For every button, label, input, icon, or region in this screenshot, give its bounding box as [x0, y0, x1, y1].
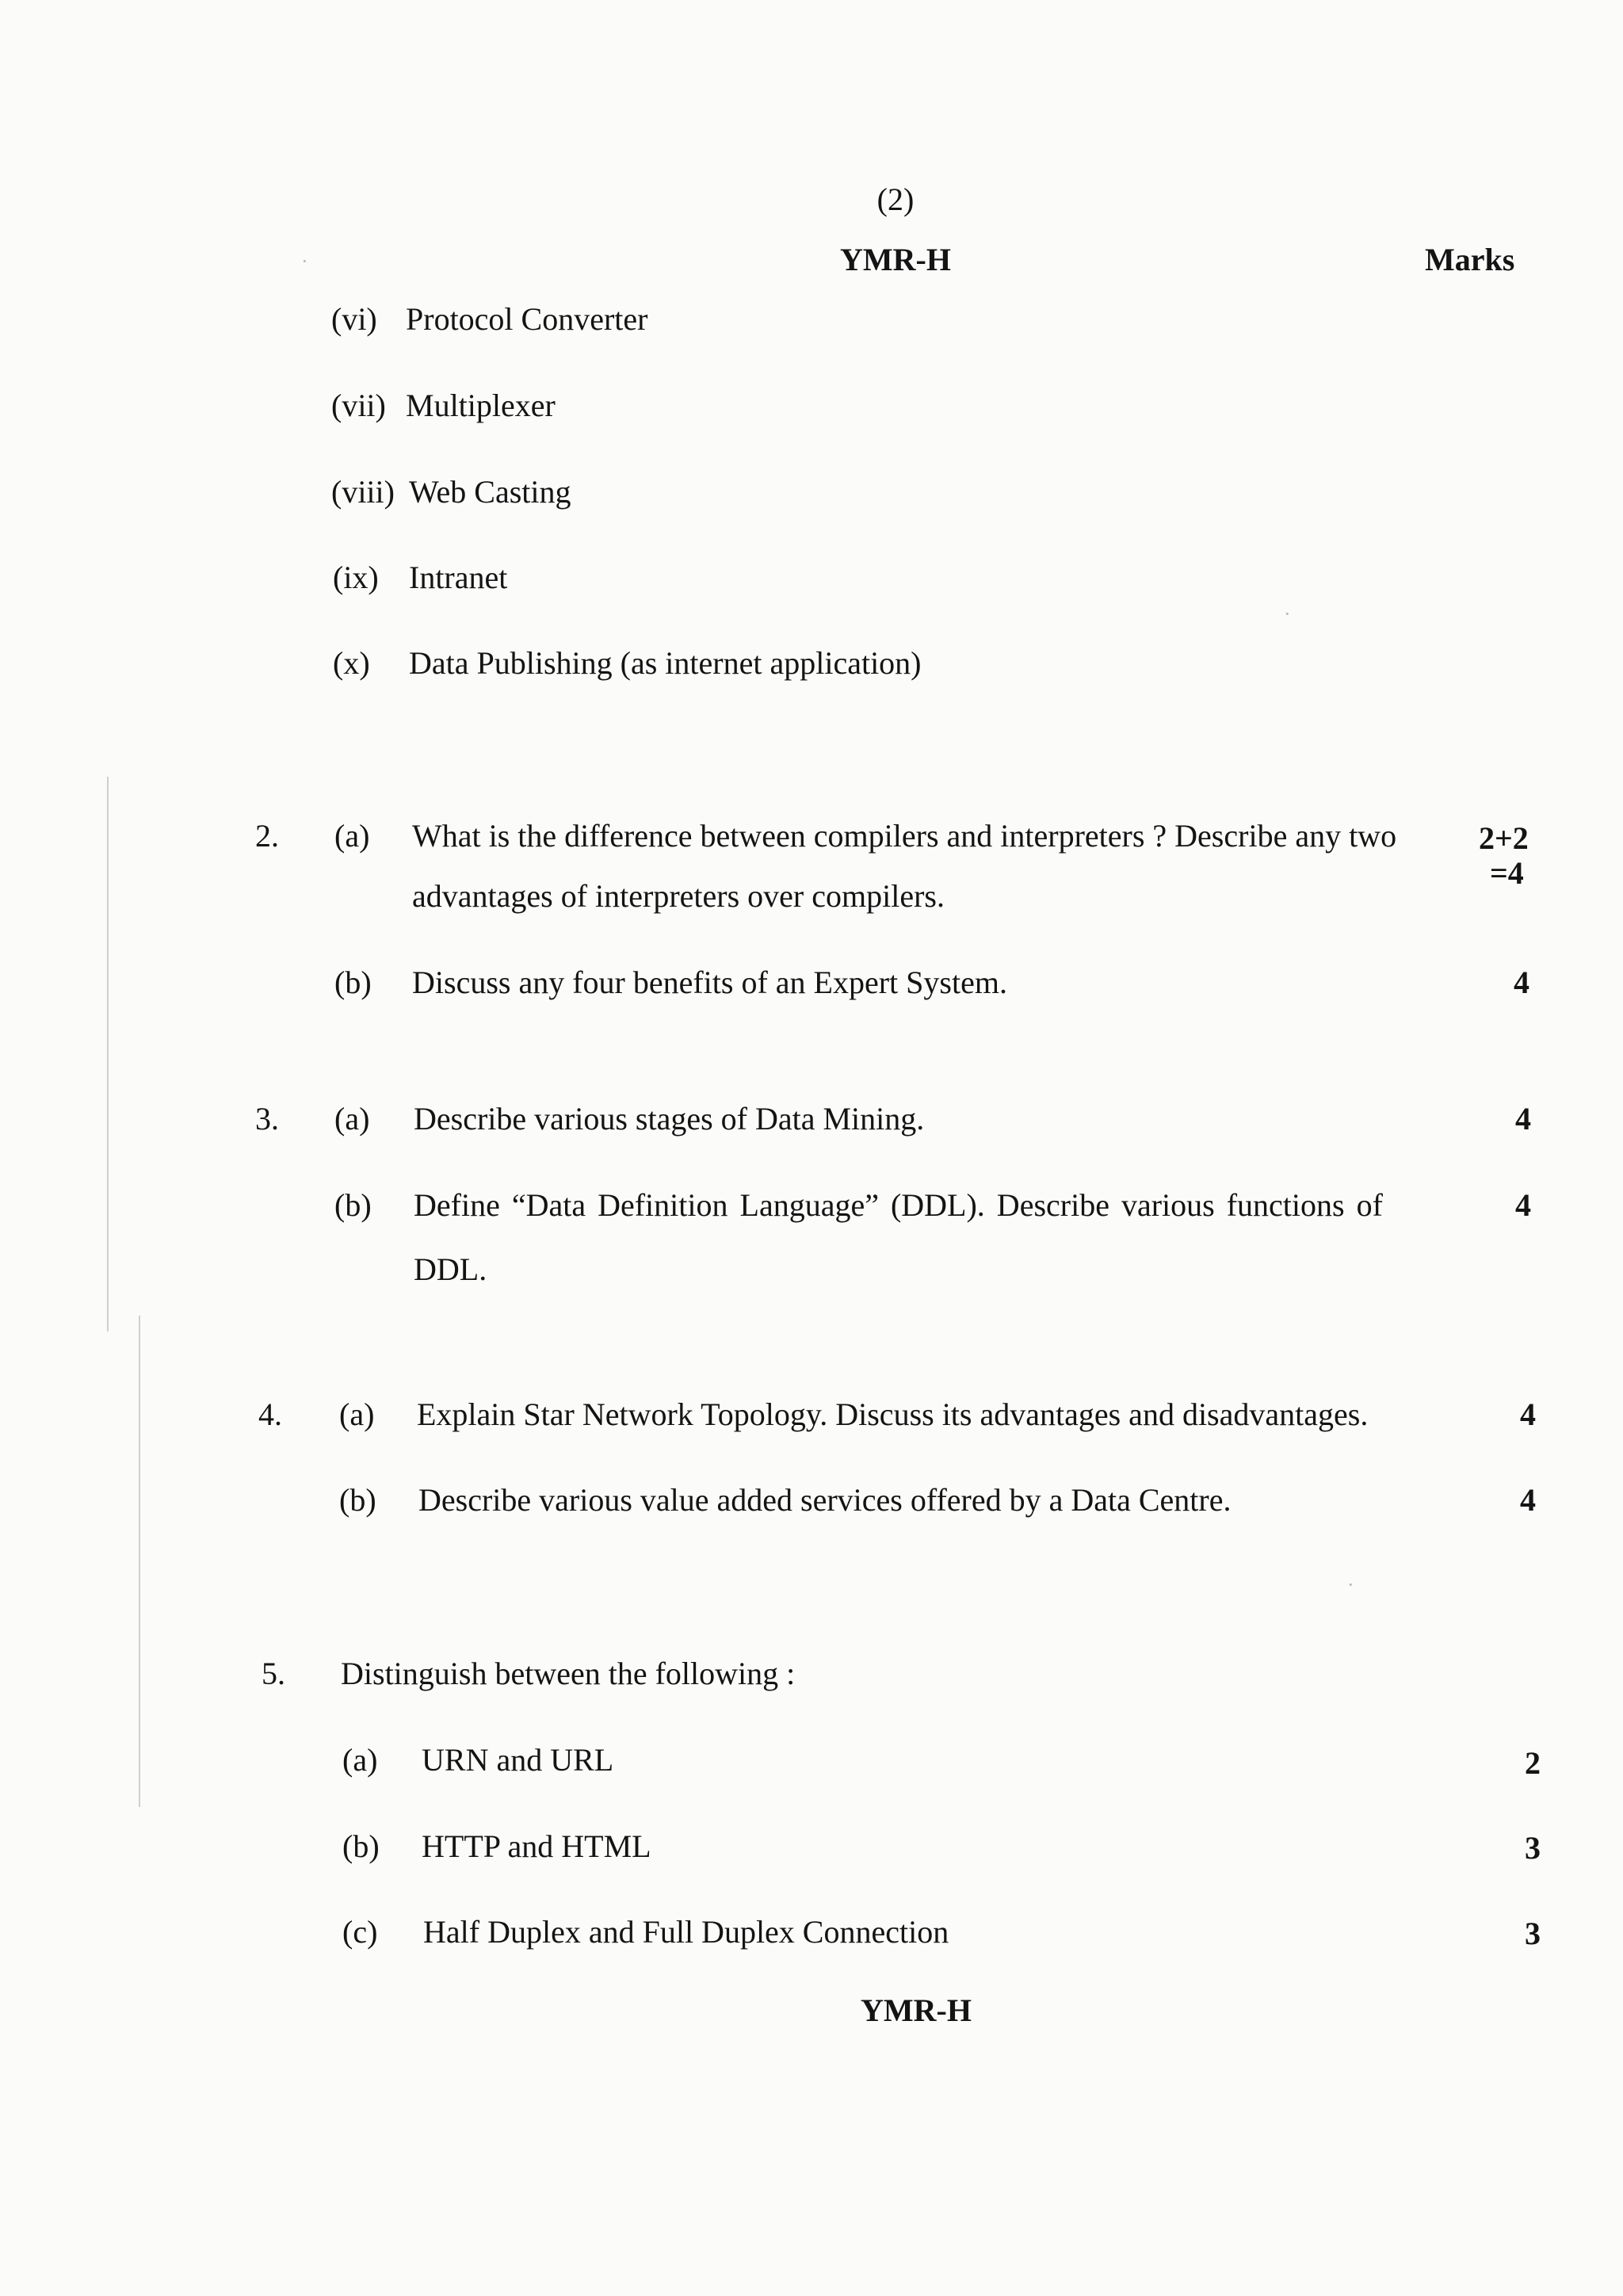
question-text: What is the difference between compilers and interpreters ? Describe any two	[412, 818, 1397, 854]
item-text: Data Publishing (as internet application)	[409, 645, 922, 681]
item-text: Web Casting	[409, 474, 571, 510]
question-text: URN and URL	[422, 1742, 614, 1778]
item-text: Multiplexer	[406, 388, 556, 423]
question-text: Half Duplex and Full Duplex Connection	[423, 1914, 949, 1950]
marks-value: 4	[1514, 965, 1529, 1000]
marks-value: 2	[1525, 1745, 1541, 1781]
question-text: Describe various stages of Data Mining.	[414, 1101, 925, 1137]
question-number: 4.	[258, 1396, 282, 1432]
item-label: (ix)	[333, 560, 379, 595]
scan-edge-line	[107, 777, 109, 1331]
question-part-label: (b)	[334, 1187, 372, 1223]
question-number: 3.	[255, 1101, 279, 1137]
paper-code: YMR-H	[840, 242, 951, 277]
question-part-label: (c)	[342, 1914, 378, 1950]
question-part-label: (b)	[334, 965, 372, 1000]
question-number: 2.	[255, 818, 279, 854]
item-label: (vii)	[331, 388, 386, 423]
question-text: HTTP and HTML	[422, 1828, 651, 1864]
item-label: (viii)	[331, 474, 395, 510]
marks-value: 3	[1525, 1830, 1541, 1866]
question-text: Describe various value added services offered by a Data Centre.	[418, 1482, 1232, 1518]
question-text: Explain Star Network Topology. Discuss its advantages and disadvantages.	[417, 1396, 1369, 1432]
question-part-label: (b)	[339, 1482, 376, 1518]
question-part-label: (b)	[342, 1828, 380, 1864]
item-label: (x)	[333, 645, 370, 681]
question-text: DDL.	[414, 1251, 487, 1287]
question-part-label: (a)	[334, 1101, 370, 1137]
marks-value: 3	[1525, 1916, 1541, 1951]
question-part-label: (a)	[334, 818, 370, 854]
marks-heading: Marks	[1425, 242, 1515, 277]
page-number: (2)	[876, 181, 915, 217]
scan-speck: ·	[1347, 1573, 1354, 1596]
scan-speck: ·	[1284, 602, 1291, 625]
question-text: Discuss any four benefits of an Expert System.	[412, 965, 1007, 1000]
question-part-label: (a)	[339, 1396, 375, 1432]
footer-paper-code: YMR-H	[861, 1992, 972, 2028]
item-text: Intranet	[409, 560, 508, 595]
question-text: Distinguish between the following :	[341, 1656, 796, 1691]
question-number: 5.	[262, 1656, 285, 1691]
marks-value: 2+2	[1479, 820, 1529, 856]
marks-value: 4	[1520, 1482, 1536, 1518]
marks-value: 4	[1515, 1101, 1531, 1137]
question-text: advantages of interpreters over compilers.	[412, 878, 945, 914]
question-text: Define “Data Definition Language” (DDL). Describe various functions of	[414, 1187, 1383, 1223]
marks-value: 4	[1515, 1187, 1531, 1223]
scan-edge-line	[139, 1316, 140, 1807]
marks-value: 4	[1520, 1396, 1536, 1432]
item-label: (vi)	[331, 301, 377, 337]
item-text: Protocol Converter	[406, 301, 648, 337]
question-part-label: (a)	[342, 1742, 378, 1778]
marks-value: =4	[1490, 855, 1524, 891]
scan-speck: ·	[301, 250, 308, 273]
